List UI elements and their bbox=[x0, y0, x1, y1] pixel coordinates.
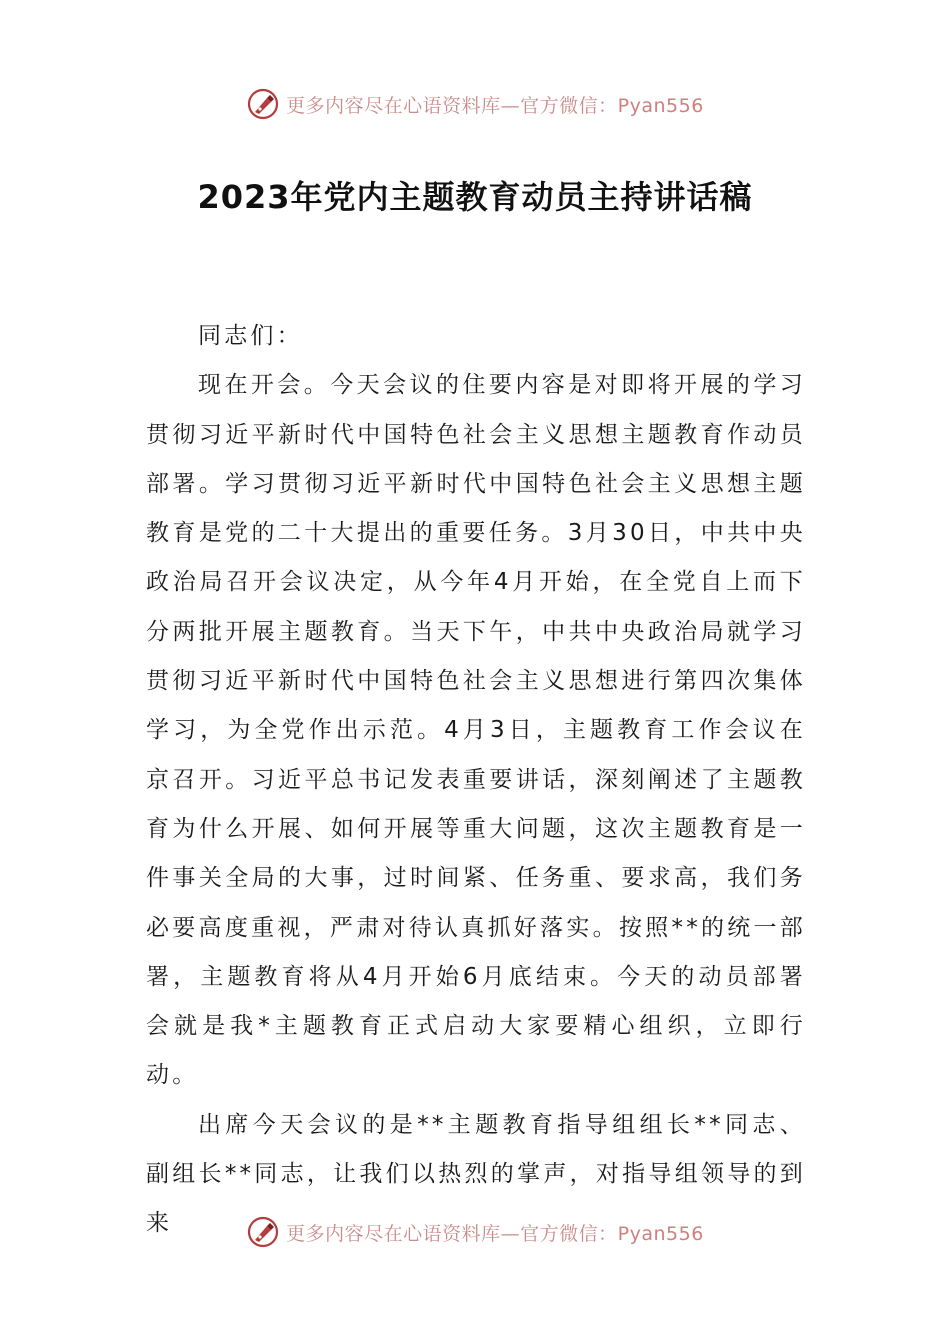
watermark-banner-bottom bbox=[0, 1212, 950, 1252]
pen-nib-logo-icon bbox=[246, 87, 280, 121]
salutation: 同志们： bbox=[198, 323, 303, 349]
paragraph: 现在开会。今天会议的住要内容是对即将开展的学习贯彻习近平新时代中国特色社会主义思想主题教育作动员部署。学习贯彻习近平新时代中国特色社会主义思想主题教育是党的二十大提出的重要任务。3月30日，中共中央政治局召开会议决定，从今年4月开始，在全党自上而下分两批开展主题教育。当天下午，中共中央政治局就学习贯彻习近平新时代中国特色社会主义思想进行第四次集体学习，为全党作出示范。4月3日，主题教育工作会议在京召开。习近平总书记发表重要讲话，深刻阐述了主题教育为什么开展、如何开展等重大问题，这次主题教育是一件事关全局的大事，过时间紧、任务重、要求高，我们务必要高度重视，严肃对待认真抓好落实。按照**的统一部署，主题教育将从4月开始6月底结束。今天的动员部署会就是我*主题教育正式启动大家要精心组织，立即行动。 bbox=[146, 372, 806, 1089]
pen-nib-logo-icon bbox=[246, 1215, 280, 1249]
document-title: 2023年党内主题教育动员主持讲话稿 bbox=[197, 178, 753, 216]
paragraph: 出席今天会议的是**主题教育指导组组长**同志、副组长**同志，让我们以热烈的掌声，对指导组领导的到来 bbox=[146, 1111, 806, 1237]
watermark-text: 更多内容尽在心语资料库—官方微信：Pyan556 bbox=[286, 94, 704, 117]
watermark-banner-top bbox=[0, 84, 950, 124]
watermark-handle: Pyan556 bbox=[617, 94, 704, 117]
document-body bbox=[146, 312, 806, 1249]
watermark-text: 更多内容尽在心语资料库—官方微信：Pyan556 bbox=[286, 1222, 704, 1245]
watermark-handle: Pyan556 bbox=[617, 1222, 704, 1245]
